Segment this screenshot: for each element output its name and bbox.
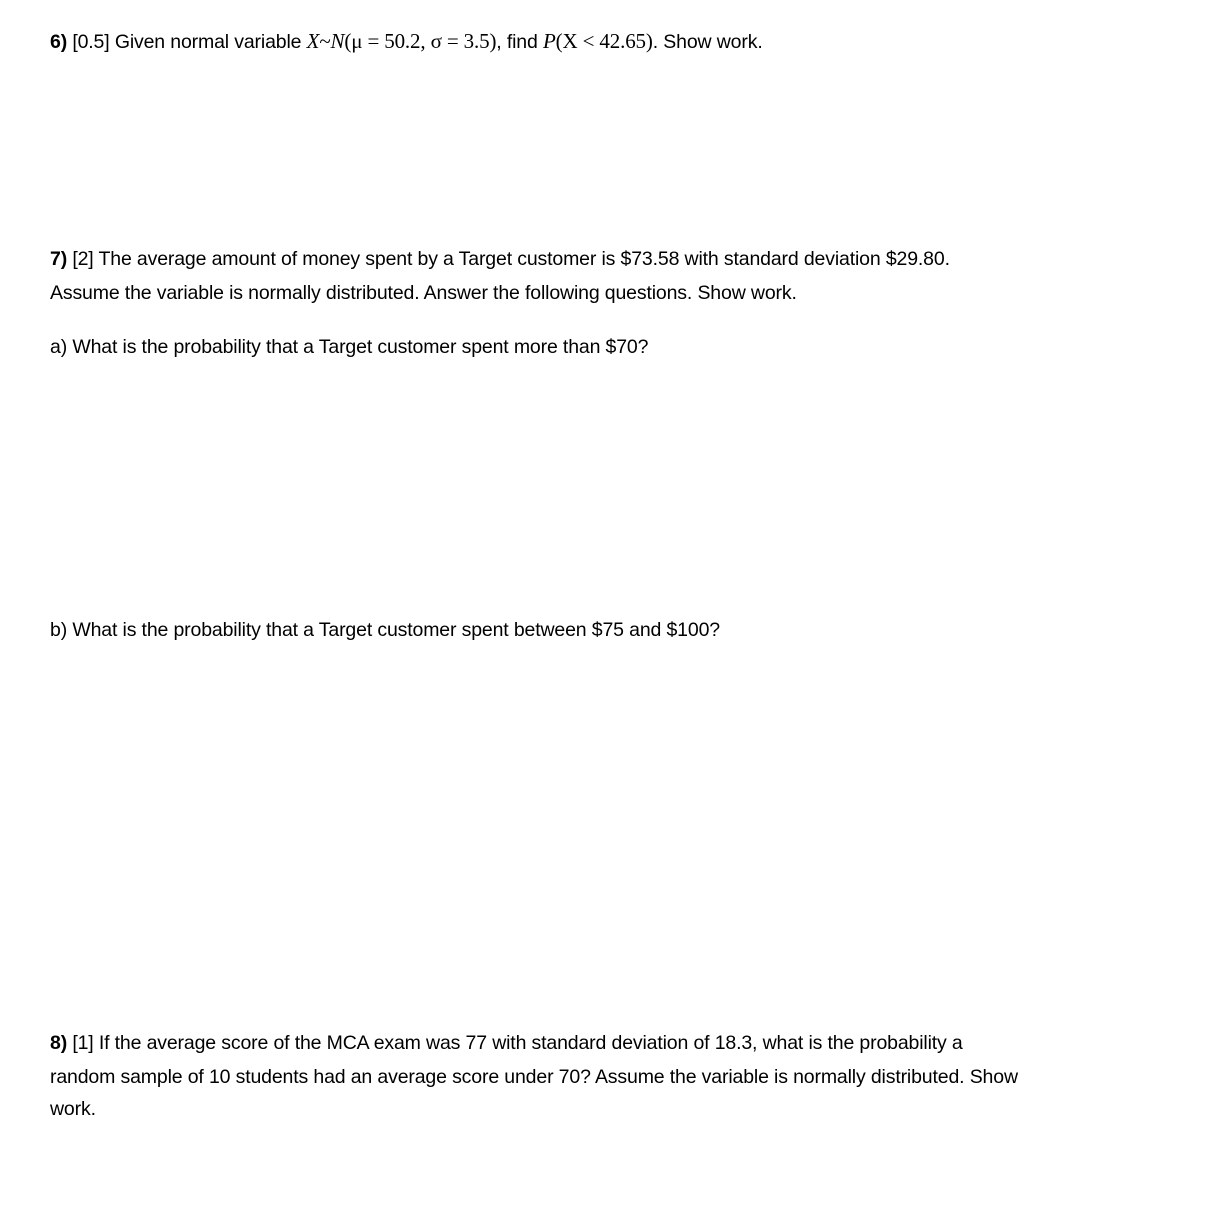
question-points: [1] <box>72 1032 94 1054</box>
question-8-line-2: random sample of 10 students had an average score under 70? Assume the variable is normally distributed. Show <box>50 1066 1018 1088</box>
question-text: If the average score of the MCA exam was 77 with standard deviation of 18.3, what is the probability a <box>98 1032 963 1054</box>
part-text: What is the probability that a Target customer spent between $75 and $100? <box>72 619 720 641</box>
question-6 <box>50 29 763 54</box>
part-text: What is the probability that a Target customer spent more than $70? <box>72 336 649 358</box>
part-label: b) <box>50 619 68 641</box>
question-7-line-1 <box>50 247 950 271</box>
question-8-line-1 <box>50 1031 963 1055</box>
math-distribution: X~N(μ = 50.2, σ = 3.5) <box>306 29 497 53</box>
question-text: The average amount of money spent by a Target customer is $73.58 with standard deviation $29.80. <box>98 248 950 270</box>
question-text-end: . Show work. <box>652 31 763 53</box>
question-7-line-2: Assume the variable is normally distributed. Answer the following questions. Show work. <box>50 282 797 304</box>
question-7a <box>50 335 648 359</box>
question-points: [2] <box>72 248 94 270</box>
question-7b <box>50 618 720 642</box>
part-label: a) <box>50 336 68 358</box>
question-points: [0.5] <box>72 31 110 53</box>
question-number: 8) <box>50 1032 68 1054</box>
question-text: Given normal variable <box>114 31 302 53</box>
question-number: 6) <box>50 31 68 53</box>
math-probability: P(X < 42.65) <box>542 29 653 53</box>
question-number: 7) <box>50 248 68 270</box>
question-8-line-3: work. <box>50 1098 96 1120</box>
question-text-mid: , find <box>496 31 538 53</box>
